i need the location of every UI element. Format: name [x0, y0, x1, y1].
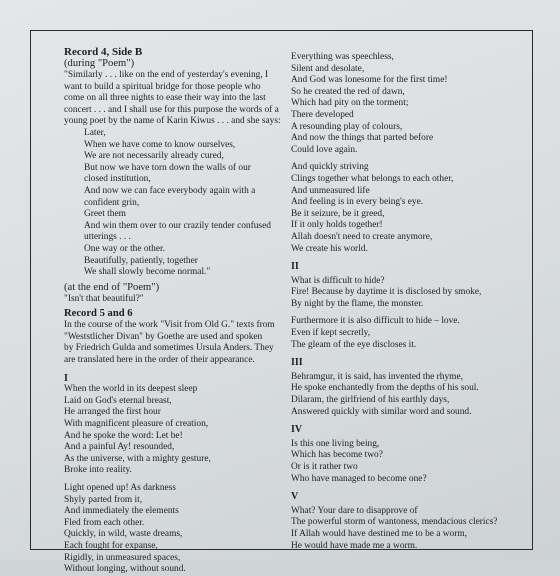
part-numeral-v: V [291, 491, 299, 503]
text-line: Without longing, without sound. [64, 564, 186, 575]
text-line: Shyly parted from it, [64, 494, 143, 505]
text-line: And unmeasured life [291, 185, 370, 196]
text-line: As the universe, with a mighty gesture, [64, 453, 211, 464]
text-line: Dilaram, the girlfriend of his earthly days, [291, 395, 450, 406]
text-line: When the world in its deepest sleep [64, 384, 198, 395]
text-line: confident grin, [84, 197, 140, 208]
stanza [291, 316, 511, 351]
section-heading-record-5-6: Record 5 and 6 [64, 308, 133, 320]
text-line: Be it seizure, be it greed, [291, 208, 385, 219]
record-5-6-intro [64, 320, 284, 366]
stage-direction-during-poem: (during "Poem") [64, 58, 135, 69]
text-line: want to build a spiritual bridge for those people who [64, 81, 261, 92]
text-line: We are not necessarily already cured, [84, 151, 224, 162]
text-line: Rigidly, in unmeasured spaces, [64, 552, 181, 563]
text-line: "Similarly . . . like on the end of yesterday's evening, I [64, 70, 269, 80]
text-line: Clings together what belongs to each other, [291, 173, 454, 184]
intro-paragraph [64, 70, 284, 128]
text-line: We shall slowly become normal." [84, 267, 211, 278]
text-line: come on all three nights to ease their way into the last [64, 93, 266, 104]
section-heading-record-4: Record 4, Side B [64, 46, 143, 58]
text-line: Behramgur, it is said, has invented the rhyme, [291, 371, 463, 382]
text-line: Beautifully, patiently, together [84, 255, 198, 266]
text-line: Who have managed to become one? [291, 473, 427, 484]
text-line: He arranged the first hour [64, 407, 161, 418]
text-line: We create his world. [291, 243, 368, 254]
stanza [64, 483, 284, 576]
text-line: What is difficult to hide? [291, 275, 385, 286]
text-line: Fled from each other. [64, 517, 145, 528]
text-line: Which has become two? [291, 450, 383, 461]
right-column [291, 52, 511, 552]
stanza [291, 439, 511, 485]
text-line: And win them over to our crazily tender confused [84, 220, 271, 231]
stage-direction-end-of-poem: (at the end of "Poem") [64, 281, 160, 293]
text-line: And immediately the elements [64, 506, 179, 517]
text-line: Everything was speechless, [291, 52, 394, 62]
stanza [64, 384, 284, 477]
text-line: But now we have torn down the walls of our [84, 162, 251, 173]
text-line: When we have come to know ourselves, [84, 139, 236, 150]
part-numeral-ii: II [291, 261, 299, 273]
text-line: If it only holds together! [291, 220, 383, 231]
text-line: Later, [84, 127, 106, 138]
text-line: And a painful Ay! resounded, [64, 442, 175, 453]
text-line: concert . . . and I shall use for this purpose the words of a [64, 104, 279, 115]
text-line: Allah doesn't need to create anymore, [291, 231, 433, 242]
text-line: "Weststlicher Divan" by Goethe are used and spoken [64, 331, 263, 342]
text-line: Silent and desolate, [291, 63, 365, 74]
text-line: Quickly, in wild, waste dreams, [64, 529, 183, 540]
left-column [64, 46, 284, 576]
text-line: Which had pity on the torment; [291, 98, 409, 109]
text-line: And God was lonesome for the first time! [291, 75, 448, 86]
text-line: Laid on God's eternal breast, [64, 395, 172, 406]
text-line: One way or the other. [84, 243, 165, 254]
text-line: are translated here in the order of their appearance. [64, 355, 255, 366]
text-line: He spoke enchantedly from the depths of his soul. [291, 383, 479, 394]
part-numeral-iv: IV [291, 424, 303, 436]
stanza [291, 506, 511, 552]
text-line: If Allah would have destined me to be a worm, [291, 528, 467, 539]
text-line: There developed [291, 109, 354, 120]
text-line: He would have made me a worm. [291, 540, 418, 551]
text-line: utterings . . . [84, 232, 131, 243]
text-line: And feeling is in every being's eye. [291, 197, 424, 208]
text-line: In the course of the work "Visit from Old G." texts from [64, 320, 275, 331]
text-line: What? Your dare to disapprove of [291, 505, 418, 516]
closing-quote: "Isn't that beautiful?" [64, 293, 144, 304]
text-line: By night by the flame, the monster. [291, 298, 424, 309]
stanza [291, 52, 511, 156]
text-line: by Friedrich Gulda and sometimes Ursula Anders. They [64, 343, 274, 354]
text-line: Broke into reality. [64, 465, 132, 476]
stanza [291, 162, 511, 255]
part-numeral-i: I [64, 372, 68, 384]
text-line: And now we can face everybody again with a [84, 185, 256, 196]
stanza [291, 372, 511, 418]
text-line: A resounding play of colours, [291, 121, 403, 132]
text-line: So he created the red of dawn, [291, 86, 405, 97]
text-line: young poet by the name of Karin Kiwus . . . and she says: [64, 116, 281, 127]
text-line: Is this one living being, [291, 438, 380, 449]
part-numeral-iii: III [291, 357, 303, 369]
text-line: Fire! Because by daytime it is disclosed by smoke, [291, 287, 482, 298]
text-line: And quickly striving [291, 162, 369, 173]
text-line: The powerful storm of wantoness, mendacious clerics? [291, 517, 498, 528]
text-line: Light opened up! As darkness [64, 483, 176, 493]
text-line: The gleam of the eye discloses it. [291, 339, 417, 350]
text-line: closed institution, [84, 174, 151, 185]
stanza [291, 276, 511, 311]
text-line: Each fought for expanse, [64, 540, 158, 551]
text-line: Greet them [84, 209, 126, 220]
text-line: Even if kept secretly, [291, 328, 371, 339]
text-line: Could love again. [291, 144, 358, 155]
text-line: Or is it rather two [291, 462, 358, 472]
karin-kiwus-poem [64, 128, 284, 279]
text-line: And now the things that parted before [291, 133, 434, 144]
text-line: Furthermore it is also difficult to hide – love. [291, 316, 460, 327]
text-line: Answered quickly with similar word and sound. [291, 406, 472, 417]
text-line: And he spoke the word: Let be! [64, 430, 183, 441]
text-line: With magnificent pleasure of creation, [64, 419, 209, 430]
